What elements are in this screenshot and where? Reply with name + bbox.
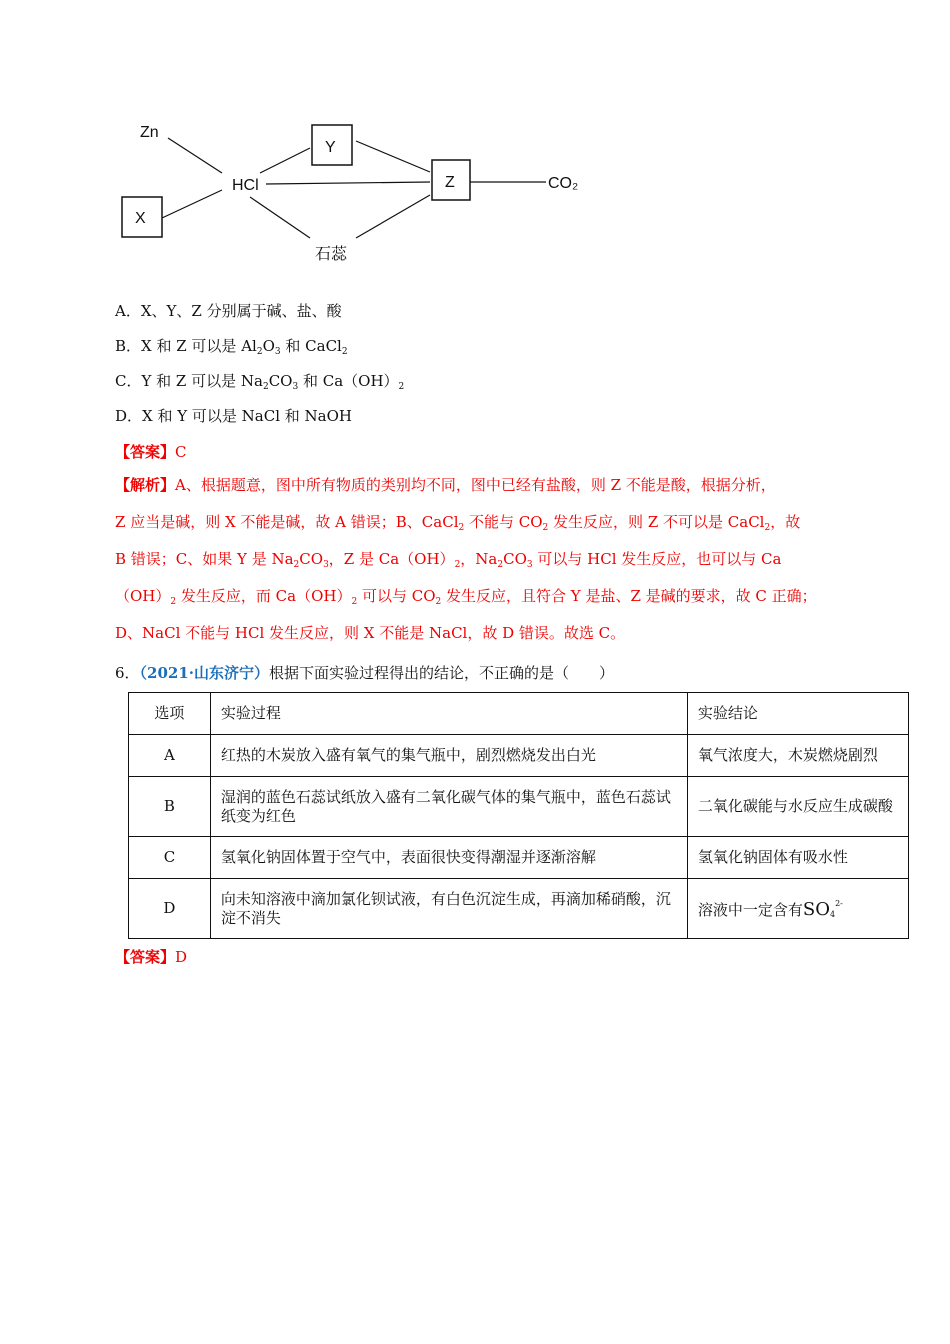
- explanation-line-5: D、NaCl 不能与 HCl 发生反应，则 X 不能是 NaCl，故 D 错误。故选 C。: [115, 624, 626, 642]
- table-row: [129, 879, 909, 939]
- table-header: 选项: [129, 693, 211, 735]
- table-cell: 氢氧化钠固体置于空气中，表面很快变得潮湿并逐渐溶解: [210, 837, 687, 879]
- explanation-line-4: $(OH)_2$ 发生反应，而 $Ca(OH)_2$ 可以与 $CO_2$ 发生反应，且符合 Y 是盐、Z 是碱的要求，故 C 正确；: [115, 587, 817, 607]
- sulfate-formula: $SO_4^{2-}$: [802, 898, 843, 920]
- explanation-line-1: 【解析】A、根据题意，图中所有物质的类别均不同，图中已经有盐酸，则 Z 不能是酸，根据分析，: [115, 476, 776, 494]
- option-d: D．X 和 Y 可以是 NaCl 和 NaOH: [115, 407, 353, 425]
- table-header: 实验过程: [210, 693, 687, 735]
- table-cell: 向未知溶液中滴加氯化钡试液，有白色沉淀生成，再滴加稀硝酸，沉淀不消失: [210, 879, 687, 939]
- line-x-hcl: [162, 190, 222, 218]
- label-hcl: HCl: [232, 177, 259, 194]
- label-y: Y: [325, 139, 336, 156]
- table-cell: 氧气浓度大，木炭燃烧剧烈: [687, 735, 908, 777]
- label-litmus: 石蕊: [315, 246, 348, 263]
- label-zn: Zn: [140, 124, 159, 141]
- table-cell: 溶液中一定含有$SO_4^{2-}$: [687, 879, 908, 939]
- explanation-line-3: B 错误；C、如果 Y 是 $Na_2CO_3$，Z 是 $Ca(OH)_2$，$Na_2CO_3$ 可以与 HCl 发生反应，也可以与 Ca: [115, 550, 782, 570]
- table-cell: 氢氧化钠固体有吸水性: [687, 837, 908, 879]
- option-c: C．Y 和 Z 可以是 $Na_2CO_3$ 和 $Ca(OH)_2$: [115, 372, 405, 392]
- line-zn-hcl: [168, 138, 222, 173]
- label-z: Z: [445, 174, 455, 191]
- label-x: X: [135, 210, 146, 227]
- option-b: B．X 和 Z 可以是 $Al_2O_3$ 和 CaCl$_2$: [115, 337, 348, 357]
- line-hcl-y: [260, 148, 310, 173]
- line-hcl-litmus: [250, 197, 310, 238]
- reaction-diagram-svg: [100, 105, 620, 275]
- line-y-z: [356, 141, 430, 172]
- table-row: [129, 777, 909, 837]
- experiment-table: [128, 692, 909, 939]
- table-header: 实验结论: [687, 693, 908, 735]
- explanation: [115, 467, 875, 652]
- table-cell: 红热的木炭放入盛有氧气的集气瓶中，剧烈燃烧发出白光: [210, 735, 687, 777]
- table-cell: C: [129, 837, 211, 879]
- answer-6: 【答案】D: [115, 948, 188, 966]
- table-cell: D: [129, 879, 211, 939]
- table-row: [129, 837, 909, 879]
- table-cell: B: [129, 777, 211, 837]
- question-6: 6．（2021·山东济宁）根据下面实验过程得出的结论，不正确的是（ ）: [115, 664, 615, 682]
- explanation-line-2: Z 应当是碱，则 X 不能是碱，故 A 错误；B、CaCl$_2$ 不能与 $CO_2$ 发生反应，则 Z 不可以是 CaCl$_2$，故: [115, 513, 801, 533]
- table-header-row: [129, 693, 909, 735]
- table-cell: 湿润的蓝色石蕊试纸放入盛有二氧化碳气体的集气瓶中，蓝色石蕊试纸变为红色: [210, 777, 687, 837]
- label-co2: CO₂: [548, 175, 579, 192]
- table-cell: A: [129, 735, 211, 777]
- line-hcl-z: [266, 182, 430, 184]
- answer-5: 【答案】C: [115, 443, 187, 461]
- table-cell: 二氧化碳能与水反应生成碳酸: [687, 777, 908, 837]
- reaction-diagram: [100, 105, 620, 275]
- question-source: （2021·山东济宁）: [139, 664, 270, 682]
- table-row: [129, 735, 909, 777]
- option-a: A．X、Y、Z 分别属于碱、盐、酸: [115, 302, 342, 320]
- line-litmus-z: [356, 195, 430, 238]
